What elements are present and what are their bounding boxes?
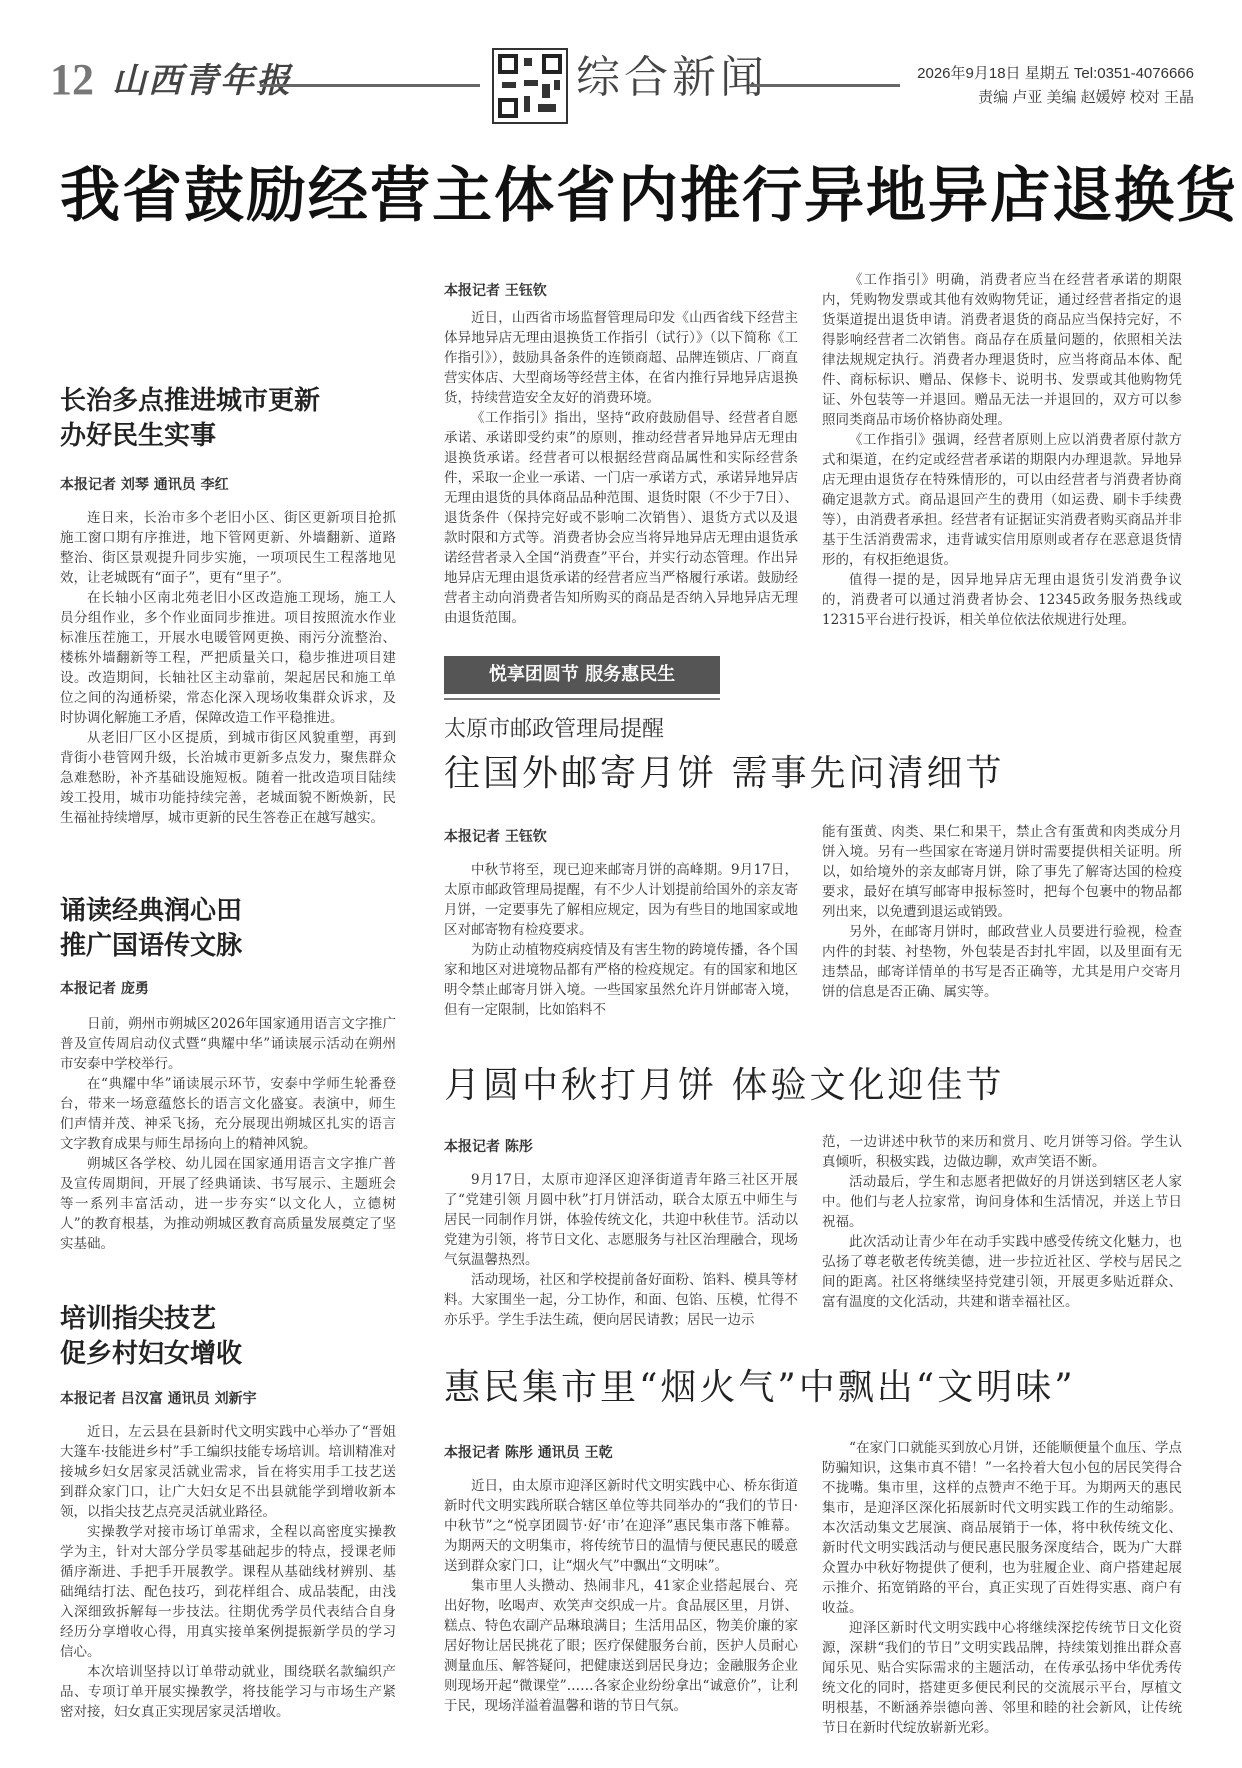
sidebar-story-3-title xyxy=(60,1302,242,1372)
story-3-column-2 xyxy=(822,1132,1182,1312)
editors-credit: 责编 卢亚 美编 赵媛婷 校对 王晶 xyxy=(978,89,1194,106)
title-line: 促乡村妇女增收 xyxy=(60,1339,243,1370)
sidebar-story-1-title xyxy=(60,384,320,454)
paragraph: 9月17日，太原市迎泽区迎泽街道青年路三社区开展了“党建引领 月圆中秋”打月饼活动，联合太原五中师生与居民一同制作月饼，体验传统文化，共迎中秋佳节。活动以党建为引领，将节日文化、志愿服务与社区治理融合，现场气氛温馨热烈。 xyxy=(444,1172,798,1268)
story-3-headline: 月圆中秋打月饼 体验文化迎佳节 xyxy=(444,1065,1005,1106)
paragraph: 集市里人头攒动、热闹非凡，41家企业搭起展台、亮出好物，吆喝声、欢笑声交织成一片。食品展区里，月饼、糕点、特色农副产品琳琅满目；生活用品区，物美价廉的家居好物让居民挑花了眼；医疗保健服务台前，医护人员耐心测量血压、解答疑问，把健康送到居民身边；金融服务企业则现场开起“微课堂”……各家企业纷纷拿出“诚意价”，让利于民，现场洋溢着温馨和谐的节日气氛。 xyxy=(444,1578,798,1714)
title-line: 培训指尖技艺 xyxy=(60,1304,217,1334)
dateline: 2026年9月18日 星期五 Tel:0351-4076666 xyxy=(917,65,1194,82)
paragraph: 《工作指引》指出，坚持“政府鼓励倡导、经营者自愿承诺、承诺即受约束”的原则，推动经营者异地异店无理由退换货承诺。经营者可以根据经营商品属性和实际经营条件，采取一企业一承诺、一门店一承诺方式，承诺异地异店无理由退货的具体商品品种范围、退货时限（不少于7日）、退货条件（保持完好或不影响二次销售）、退货方式以及退款时限和方式等。消费者协会应当将异地异店无理由退货承诺经营者录入全国“消费查”平台，并实行动态管理。作出异地异店无理由退货承诺的经营者应当严格履行承诺。鼓励经营者主动向消费者告知所购买的商品是否纳入异地异店无理由退货范围。 xyxy=(444,410,798,626)
paragraph: 实操教学对接市场订单需求，全程以高密度实操教学为主，针对大部分学员零基础起步的特点，授课老师循序渐进、手把手开展教学。课程从基础线材辨别、基础绳结打法、配色技巧，到花样组合、成品装配，由浅入深细致拆解每一步技法。往期优秀学员代表结合自身经历分享增收心得，用真实接单案例提振新学员的学习信心。 xyxy=(60,1524,396,1660)
story-2-headline: 往国外邮寄月饼 需事先问清细节 xyxy=(444,753,1005,794)
sidebar-story-1-byline: 本报记者 刘琴 通讯员 李红 xyxy=(60,477,229,493)
story-2-byline: 本报记者 王钰钦 xyxy=(444,829,547,845)
paragraph: “在家门口就能买到放心月饼，还能顺便量个血压、学点防骗知识，这集市真不错！”一名拎着大包小包的居民笑得合不拢嘴。集市里，这样的点赞声不绝于耳。为期两天的惠民集市，是迎泽区深化拓展新时代文明实践工作的生动缩影。本次活动集文艺展演、商品展销于一体，将中秋传统文化、新时代文明实践活动与便民惠民服务深度结合，既为广大群众置办中秋好物提供了便利，也为驻履企业、商户搭建起展示推介、拓宽销路的平台，真正实现了百姓得实惠、商户有收益。 xyxy=(822,1440,1182,1616)
paragraph: 能有蛋黄、肉类、果仁和果干，禁止含有蛋黄和肉类成分月饼入境。另有一些国家在寄递月饼时需要提供相关证明。所以，如给境外的亲友邮寄月饼，除了事先了解寄达国的检疫要求，最好在填写邮寄申报标签时，把每个包裹中的物品都列出来，以免遭到退运或销毁。 xyxy=(822,824,1182,920)
story-3-column-1 xyxy=(444,1170,798,1330)
paragraph: 从老旧厂区小区提质，到城市街区风貌重塑，再到背街小巷管网升级，长治城市更新多点发力，聚焦群众急难愁盼，补齐基础设施短板。随着一批改造项目陆续竣工投用，城市功能持续完善，老城面貌不断焕新，民生福祉持续增厚，城市更新的民生答卷正在越写越实。 xyxy=(60,730,396,826)
section-title: 综合新闻 xyxy=(576,52,768,103)
title-line: 办好民生实事 xyxy=(60,421,217,452)
paragraph: 在长轴小区南北苑老旧小区改造施工现场，施工人员分组作业，多个作业面同步推进。项目按照流水作业标准压茬施工，开展水电暖管网更换、雨污分流整治、楼栋外墙翻新等工程，严把质量关口，稳步推进项目建设。改造期间，长轴社区主动靠前，架起居民和施工单位之间的沟通桥梁，常态化深入现场收集群众诉求，及时协调化解施工矛盾，保障改造工作平稳推进。 xyxy=(60,590,396,726)
section-banner: 悦享团圆节 服务惠民生 xyxy=(444,656,720,694)
paragraph: 《工作指引》明确，消费者应当在经营者承诺的期限内，凭购物发票或其他有效购物凭证，通过经营者指定的退货渠道提出退货申请。消费者退货的商品应当保持完好，不得影响经营者二次销售。商品存在质量问题的，依照相关法律法规规定执行。消费者办理退货时，应当将商品本体、配件、商标标识、赠品、保修卡、说明书、发票或其他购物凭证、外包装等一并退回。赠品无法一并退回的，双方可以参照同类商品市场价格协商处理。 xyxy=(822,272,1182,428)
paragraph: 近日，由太原市迎泽区新时代文明实践中心、桥东街道新时代文明实践所联合辖区单位等共同举办的“我们的节日·中秋节”之“悦享团圆节·好‘市’在迎泽”惠民集市落下帷幕。为期两天的文明集市，将传统节日的温情与便民惠民的暖意送到群众家门口，让“烟火气”中飘出“文明味”。 xyxy=(444,1478,798,1574)
story-3-byline: 本报记者 陈彤 xyxy=(444,1139,533,1155)
masthead-divider-right xyxy=(750,84,900,87)
paragraph: 活动最后，学生和志愿者把做好的月饼送到辖区老人家中。他们与老人拉家常，询问身体和生活情况，并送上节日祝福。 xyxy=(822,1174,1182,1230)
paragraph: 迎泽区新时代文明实践中心将继续深挖传统节日文化资源，深耕“我们的节日”文明实践品牌，持续策划推出群众喜闻乐见、贴合实际需求的主题活动，在传承弘扬中华优秀传统文化的同时，搭建更多便民利民的交流展示平台，厚植文明根基，不断涵养崇德向善、邻里和睦的社会新风，让传统节日在新时代绽放崭新光彩。 xyxy=(822,1620,1182,1736)
qr-code-icon[interactable] xyxy=(492,48,568,124)
paragraph: 另外，在邮寄月饼时，邮政营业人员要进行验视，检查内件的封装、衬垫物，外包装是否封扎牢固，以及里面有无违禁品，邮寄详情单的书写是否正确等，尤其是用户交寄月饼的信息是否正确、属实等。 xyxy=(822,924,1182,1000)
paragraph: 活动现场，社区和学校提前备好面粉、馅料、模具等材料。大家围坐一起，分工协作，和面、包馅、压模，忙得不亦乐乎。学生手法生疏，便向居民请教；居民一边示 xyxy=(444,1272,798,1328)
sidebar-story-2-byline: 本报记者 庞勇 xyxy=(60,981,149,997)
story-4-byline: 本报记者 陈彤 通讯员 王乾 xyxy=(444,1445,613,1461)
paragraph: 中秋节将至，现已迎来邮寄月饼的高峰期。9月17日，太原市邮政管理局提醒，有不少人计划提前给国外的亲友寄月饼，一定要事先了解相应规定，因为有些目的地国家或地区对邮寄物有检疫要求。 xyxy=(444,862,798,938)
sidebar-story-2-body xyxy=(60,1014,396,1254)
paragraph: 为防止动植物疫病疫情及有害生物的跨境传播，各个国家和地区对进境物品都有严格的检疫规定。有的国家和地区明令禁止邮寄月饼入境。一些国家虽然允许月饼邮寄入境，但有一定限制，比如馅料不 xyxy=(444,942,798,1018)
story-4-headline: 惠民集市里“烟火气”中飘出“文明味” xyxy=(444,1367,1076,1408)
story-2-column-2 xyxy=(822,822,1182,1002)
title-line: 推广国语传文脉 xyxy=(60,931,243,962)
title-line: 诵读经典润心田 xyxy=(60,896,243,926)
lead-column-2 xyxy=(822,270,1182,630)
story-4-column-2 xyxy=(822,1438,1182,1738)
paragraph: 近日，左云县在县新时代文明实践中心举办了“晋姐大篷车·技能进乡村”手工编织技能专场培训。培训精准对接城乡妇女居家灵活就业需求，旨在将实用手工技艺送到群众家门口，让广大妇女足不出县就能学到增收新本领，以指尖技艺点亮灵活就业路径。 xyxy=(60,1424,396,1520)
sidebar-story-1-body xyxy=(60,508,396,828)
sidebar-story-2-title xyxy=(60,894,242,964)
paragraph: 此次活动让青少年在动手实践中感受传统文化魅力，也弘扬了尊老敬老传统美德，进一步拉近社区、学校与居民之间的距离。社区将继续坚持党建引领，开展更多贴近群众、富有温度的文化活动，共建和谐幸福社区。 xyxy=(822,1234,1182,1310)
paragraph: 近日，山西省市场监督管理局印发《山西省线下经营主体异地异店无理由退换货工作指引（试行）》（以下简称《工作指引》），鼓励具备条件的连锁商超、品牌连锁店、厂商直营实体店、大型商场等经营主体，在省内推行异地异店退换货，持续营造安全友好的消费环境。 xyxy=(444,310,798,406)
paper-name-logo: 山西青年报 xyxy=(112,61,292,101)
paragraph: 朔城区各学校、幼儿园在国家通用语言文字推广普及宣传周期间，开展了经典诵读、书写展示、主题班会等一系列丰富活动，进一步夯实“以文化人，立德树人”的教育根基，为推动朔城区教育高质量发展奠定了坚实基础。 xyxy=(60,1156,396,1252)
banner-underline xyxy=(444,698,720,700)
paragraph: 值得一提的是，因异地异店无理由退货引发消费争议的，消费者可以通过消费者协会、12345政务服务热线或12315平台进行投诉，相关单位依法依规进行处理。 xyxy=(822,572,1182,628)
paragraph: 《工作指引》强调，经营者原则上应以消费者原付款方式和渠道，在约定或经营者承诺的期限内办理退款。异地异店无理由退货存在特殊情形的，可以由经营者与消费者协商确定退款方式。商品退回产生的费用（如运费、刷卡手续费等），由消费者承担。经营者有证据证实消费者购买商品并非基于生活消费需求，违背诚实信用原则或者存在恶意退货情形的，有权拒绝退货。 xyxy=(822,432,1182,568)
masthead-divider xyxy=(260,84,480,87)
paragraph: 在“典耀中华”诵读展示环节，安泰中学师生轮番登台，带来一场意蕴悠长的语言文化盛宴。表演中，师生们声情并茂、神采飞扬，充分展现出朔城区扎实的语言文字教育成果与师生昂扬向上的精神风貌。 xyxy=(60,1076,396,1152)
story-2-column-1 xyxy=(444,860,798,1020)
sidebar-story-3-body xyxy=(60,1422,396,1722)
paragraph: 连日来，长治市多个老旧小区、街区更新项目抢抓施工窗口期有序推进，地下管网更新、外墙翻新、道路整治、街区景观提升同步实施，一项项民生工程落地见效，让老城既有“面子”，更有“里子”。 xyxy=(60,510,396,586)
page-number: 12 xyxy=(50,55,94,104)
paragraph: 范，一边讲述中秋节的来历和赏月、吃月饼等习俗。学生认真倾听，积极实践，边做边聊，欢声笑语不断。 xyxy=(822,1134,1182,1170)
story-4-column-1 xyxy=(444,1476,798,1716)
paragraph: 日前，朔州市朔城区2026年国家通用语言文字推广普及宣传周启动仪式暨“典耀中华”诵读展示活动在朔州市安泰中学校举行。 xyxy=(60,1016,396,1072)
story-2-kicker: 太原市邮政管理局提醒 xyxy=(444,717,665,742)
lead-column-1 xyxy=(444,308,798,628)
paragraph: 本次培训坚持以订单带动就业，围绕联名款编织产品、专项订单开展实操教学，将技能学习与市场生产紧密对接，妇女真正实现居家灵活增收。 xyxy=(60,1664,396,1720)
sidebar-story-3-byline: 本报记者 吕汉富 通讯员 刘新宇 xyxy=(60,1391,257,1407)
lead-byline: 本报记者 王钰钦 xyxy=(444,283,547,299)
title-line: 长治多点推进城市更新 xyxy=(60,386,321,416)
lead-headline: 我省鼓励经营主体省内推行异地异店退换货 xyxy=(60,161,1238,231)
